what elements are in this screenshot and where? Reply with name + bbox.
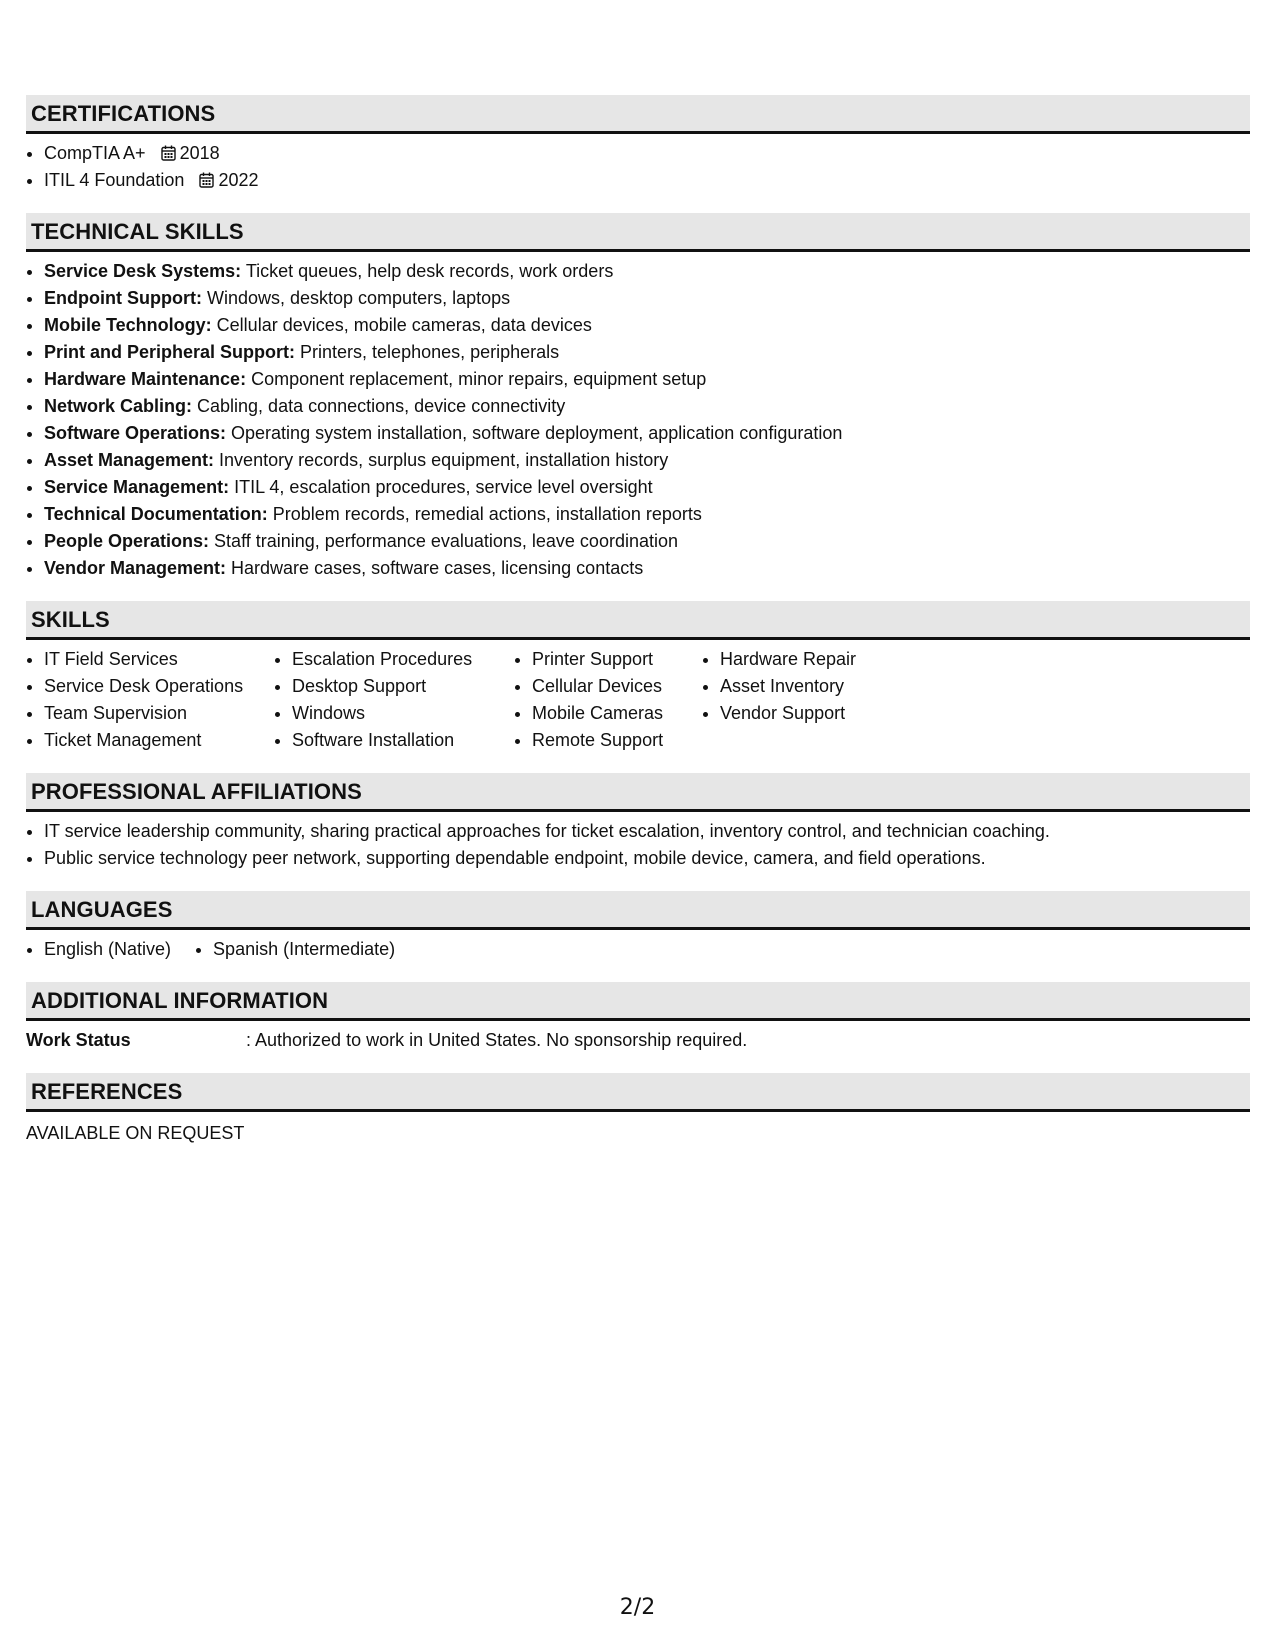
skill-details: Component replacement, minor repairs, equipment setup [246,369,707,389]
languages-list [26,936,1250,963]
list-item [44,312,1250,339]
skill-details: Problem records, remedial actions, installation reports [267,504,702,524]
certification-date [199,170,258,190]
calendar-icon [161,145,176,161]
affiliations-section [26,773,1250,872]
certification-name: ITIL 4 Foundation [44,170,185,190]
list-item [44,474,1250,501]
list-item: • Mobile Cameras [532,700,702,727]
list-item [44,555,1250,582]
list-item: • Remote Support [532,727,702,754]
languages-section [26,891,1250,963]
certifications-list [26,140,1250,194]
list-item: • Team Supervision [44,700,274,727]
skill-details: Hardware cases, software cases, licensing contacts [226,558,644,578]
list-item [44,447,1250,474]
skill-category: Technical Documentation: [44,504,268,524]
list-item: • English (Native) [44,936,171,963]
list-item [44,167,1250,194]
skill-category: People Operations: [44,531,210,551]
list-item: • Escalation Procedures [292,646,514,673]
list-item [44,393,1250,420]
list-item [44,258,1250,285]
list-item [44,339,1250,366]
section-title-languages: LANGUAGES [26,891,1250,930]
technical-skills-section [26,213,1250,582]
references-text: AVAILABLE ON REQUEST [26,1123,245,1143]
resume-page [26,95,1250,1166]
skill-details: Windows, desktop computers, laptops [201,288,511,308]
skills-column [274,646,514,754]
skills-section [26,601,1250,754]
skill-category: Print and Peripheral Support: [44,342,296,362]
calendar-icon [199,172,214,188]
list-item: • Printer Support [532,646,702,673]
certification-name: CompTIA A+ [44,143,146,163]
affiliations-list [26,818,1250,872]
skill-details: ITIL 4, escalation procedures, service level oversight [229,477,653,497]
certification-year: 2022 [218,170,259,190]
skill-category: Mobile Technology: [44,315,212,335]
skill-details: Ticket queues, help desk records, work orders [241,261,614,281]
list-item: • Asset Inventory [720,673,920,700]
list-item [44,420,1250,447]
section-title-affiliations: PROFESSIONAL AFFILIATIONS [26,773,1250,812]
skill-category: Endpoint Support: [44,288,202,308]
list-item: • Vendor Support [720,700,920,727]
section-title-skills: SKILLS [26,601,1250,640]
skill-details: Inventory records, surplus equipment, installation history [214,450,669,470]
skill-details: Cellular devices, mobile cameras, data devices [211,315,592,335]
skill-details: Operating system installation, software deployment, application configuration [226,423,843,443]
list-item: • Desktop Support [292,673,514,700]
list-item [44,366,1250,393]
work-status-label: Work Status [26,1030,131,1050]
list-item: • IT service leadership community, sharing practical approaches for ticket escalation, inventory control, and technician coaching. [44,818,1250,845]
section-title-certifications: CERTIFICATIONS [26,95,1250,134]
certifications-section [26,95,1250,194]
list-item [44,501,1250,528]
section-title-additional-info: ADDITIONAL INFORMATION [26,982,1250,1021]
list-item [44,528,1250,555]
certification-year: 2018 [179,143,220,163]
skill-details: Printers, telephones, peripherals [295,342,560,362]
list-item: • Hardware Repair [720,646,920,673]
list-item [44,140,1250,167]
list-item: • Public service technology peer network, supporting dependable endpoint, mobile device, camera, and field operations. [44,845,1250,872]
list-item: • Service Desk Operations [44,673,274,700]
section-title-technical-skills: TECHNICAL SKILLS [26,213,1250,252]
skill-details: Cabling, data connections, device connectivity [192,396,566,416]
skills-columns [26,646,1250,754]
list-item: • Cellular Devices [532,673,702,700]
certification-date [161,143,220,163]
list-item: • Spanish (Intermediate) [213,936,395,963]
skill-category: Asset Management: [44,450,215,470]
page-number: 2/2 [619,1595,656,1620]
skill-category: Hardware Maintenance: [44,369,247,389]
skills-column [702,646,920,754]
list-item: • Ticket Management [44,727,274,754]
skill-category: Service Desk Systems: [44,261,242,281]
technical-skills-list [26,258,1250,582]
skill-category: Network Cabling: [44,396,193,416]
list-item: • Windows [292,700,514,727]
work-status-value: : Authorized to work in United States. No sponsorship required. [246,1030,748,1050]
skill-details: Staff training, performance evaluations, leave coordination [209,531,678,551]
list-item: • Software Installation [292,727,514,754]
skills-column [26,646,274,754]
list-item [44,285,1250,312]
skill-category: Service Management: [44,477,230,497]
skill-category: Software Operations: [44,423,227,443]
work-status-row [26,1027,1250,1054]
references-section [26,1073,1250,1147]
list-item: • IT Field Services [44,646,274,673]
section-title-references: REFERENCES [26,1073,1250,1112]
skill-category: Vendor Management: [44,558,227,578]
skills-column [514,646,702,754]
additional-info-section [26,982,1250,1054]
